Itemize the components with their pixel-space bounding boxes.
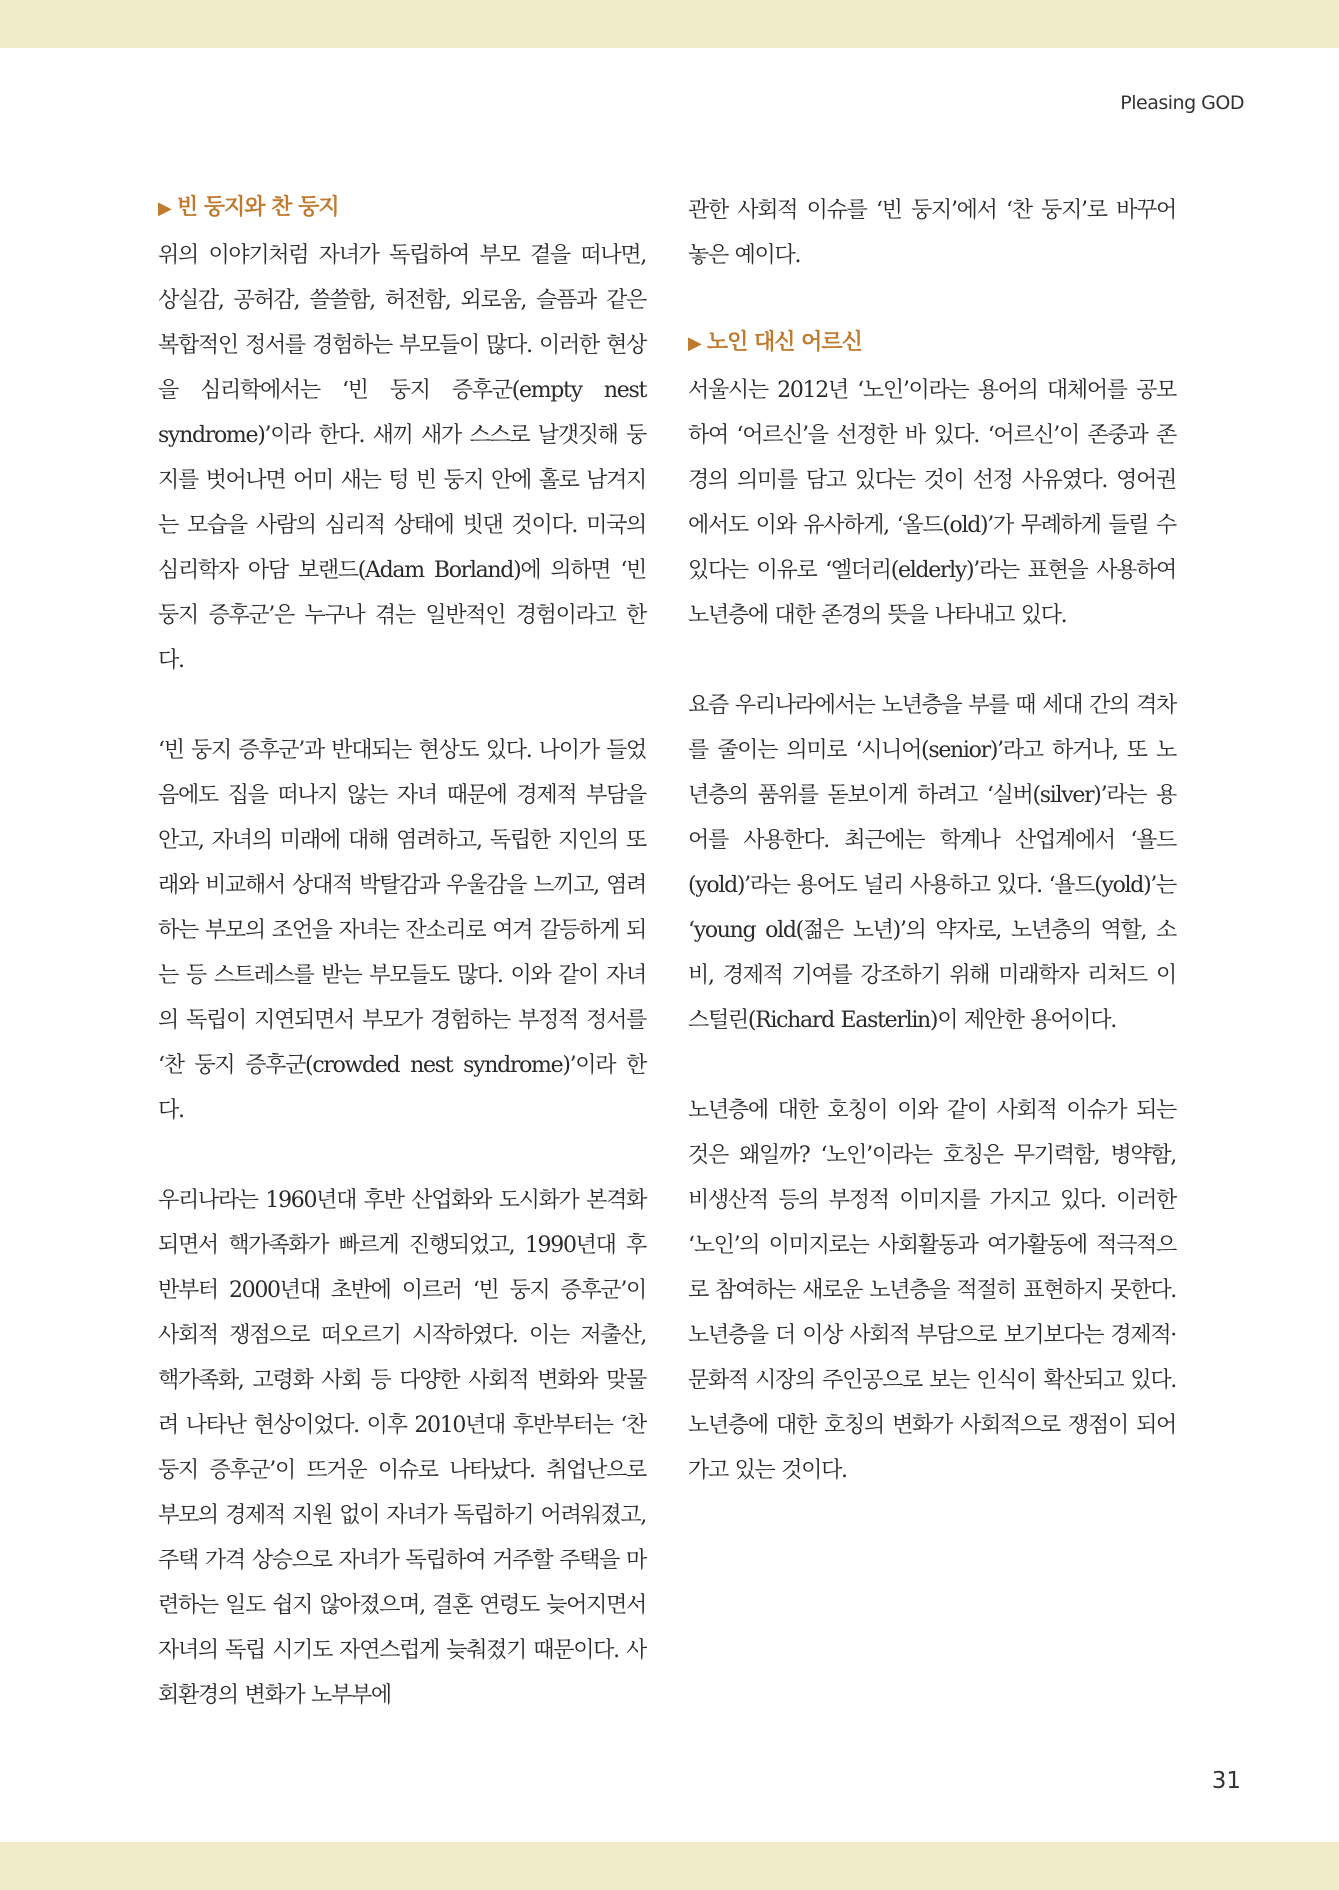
right-column <box>688 188 1176 1493</box>
triangle-right-icon: ▶ <box>158 198 171 219</box>
paragraph-gap <box>688 1043 1176 1088</box>
paragraph: 노년층에 대한 호칭이 이와 같이 사회적 이슈가 되는 것은 왜일까? ‘노인’이라는 호칭은 무기력함, 병약함, 비생산적 등의 부정적 이미지를 가지고 있다. 이러한 ‘노인’의 이미지로는 사회활동과 여가활동에 적극적으로 참여하는 새로운 노년층을 적절히 표현하지 못한다. 노년층을 더 이상 사회적 부담으로 보기보다는 경제적·문화적 시장의 주인공으로 보는 인식이 확산되고 있다. 노년층에 대한 호칭의 변화가 사회적으로 쟁점이 되어 가고 있는 것이다. <box>688 1098 1176 1483</box>
paragraph: 우리나라는 1960년대 후반 산업화와 도시화가 본격화되면서 핵가족화가 빠르게 진행되었고, 1990년대 후반부터 2000년대 초반에 이르러 ‘빈 둥지 증후군’이 사회적 쟁점으로 떠오르기 시작하였다. 이는 저출산, 핵가족화, 고령화 사회 등 다양한 사회적 변화와 맞물려 나타난 현상이었다. 이후 2010년대 후반부터는 ‘찬 둥지 증후군’이 뜨거운 이슈로 나타났다. 취업난으로 부모의 경제적 지원 없이 자녀가 독립하기 어려워졌고, 주택 가격 상승으로 자녀가 독립하여 거주할 주택을 마련하는 일도 쉽지 않아졌으며, 결혼 연령도 늦어지면서 자녀의 독립 시기도 자연스럽게 늦춰졌기 때문이다. 사회환경의 변화가 노부부에 <box>158 1188 646 1708</box>
paragraph-gap <box>158 1133 646 1178</box>
paragraph-gap <box>158 683 646 728</box>
paragraph-gap <box>688 638 1176 683</box>
top-band <box>0 0 1339 48</box>
running-header: Pleasing GOD <box>1120 92 1244 114</box>
section-heading-empty-nest <box>158 188 646 233</box>
section-heading-text: 노인 대신 어르신 <box>706 330 862 355</box>
paragraph: ‘빈 둥지 증후군’과 반대되는 현상도 있다. 나이가 들었음에도 집을 떠나지 않는 자녀 때문에 경제적 부담을 안고, 자녀의 미래에 대해 염려하고, 독립한 지인의 또래와 비교해서 상대적 박탈감과 우울감을 느끼고, 염려하는 부모의 조언을 자녀는 잔소리로 여겨 갈등하게 되는 등 스트레스를 받는 부모들도 많다. 이와 같이 자녀의 독립이 지연되면서 부모가 경험하는 부정적 정서를 ‘찬 둥지 증후군(crowded nest syndrome)’이라 한다. <box>158 738 646 1123</box>
paragraph: 요즘 우리나라에서는 노년층을 부를 때 세대 간의 격차를 줄이는 의미로 ‘시니어(senior)’라고 하거나, 또 노년층의 품위를 돋보이게 하려고 ‘실버(silver)’라는 용어를 사용한다. 최근에는 학계나 산업계에서 ‘욜드(yold)’라는 용어도 널리 사용하고 있다. ‘욜드(yold)’는 ‘young old(젊은 노년)’의 약자로, 노년층의 역할, 소비, 경제적 기여를 강조하기 위해 미래학자 리처드 이스털린(Richard Easterlin)이 제안한 용어이다. <box>688 693 1176 1033</box>
paragraph: 서울시는 2012년 ‘노인’이라는 용어의 대체어를 공모하여 ‘어르신’을 선정한 바 있다. ‘어르신’이 존중과 존경의 의미를 담고 있다는 것이 선정 사유였다. 영어권에서도 이와 유사하게, ‘올드(old)’가 무례하게 들릴 수 있다는 이유로 ‘엘더리(elderly)’라는 표현을 사용하여 노년층에 대한 존경의 뜻을 나타내고 있다. <box>688 378 1176 628</box>
paragraph: 관한 사회적 이슈를 ‘빈 둥지’에서 ‘찬 둥지’로 바꾸어 놓은 예이다. <box>688 198 1176 268</box>
section-heading-elder <box>688 323 1176 368</box>
triangle-right-icon: ▶ <box>688 333 701 354</box>
page-number: 31 <box>1211 1768 1241 1794</box>
left-column <box>158 188 646 1718</box>
bottom-band <box>0 1842 1339 1890</box>
paragraph: 위의 이야기처럼 자녀가 독립하여 부모 곁을 떠나면, 상실감, 공허감, 쓸쓸함, 허전함, 외로움, 슬픔과 같은 복합적인 정서를 경험하는 부모들이 많다. 이러한 현상을 심리학에서는 ‘빈 둥지 증후군(empty nest syndrome)’이라 한다. 새끼 새가 스스로 날갯짓해 둥지를 벗어나면 어미 새는 텅 빈 둥지 안에 홀로 남겨지는 모습을 사람의 심리적 상태에 빗댄 것이다. 미국의 심리학자 아담 보랜드(Adam Borland)에 의하면 ‘빈 둥지 증후군’은 누구나 겪는 일반적인 경험이라고 한다. <box>158 243 646 673</box>
paragraph-gap <box>688 278 1176 323</box>
section-heading-text: 빈 둥지와 찬 둥지 <box>176 195 339 220</box>
